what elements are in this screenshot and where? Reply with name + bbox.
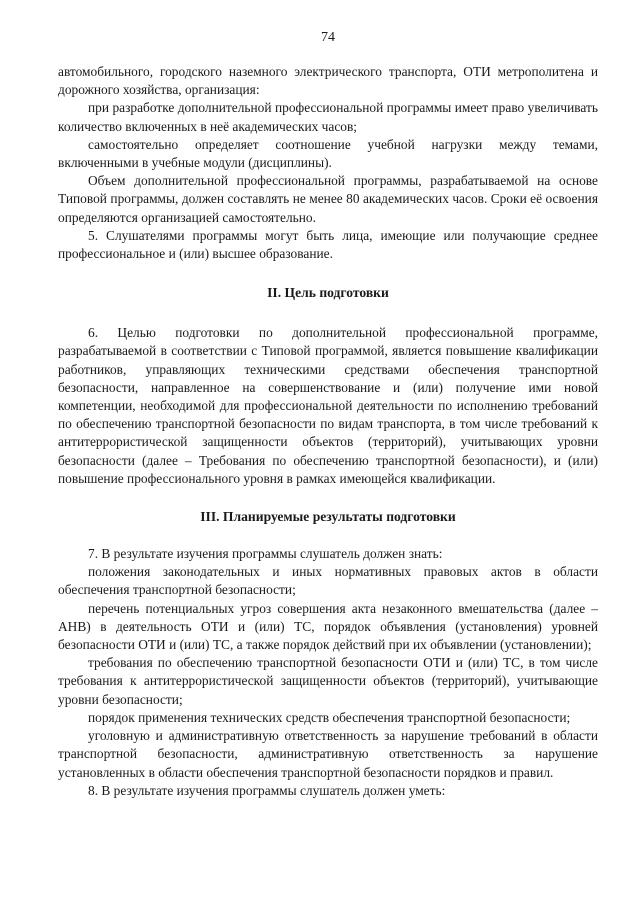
paragraph: 6. Целью подготовки по дополнительной профессиональной программе, разрабатываемой в соответствии с Типовой программой, является повышение квалификации работников, управляющих техническими средствами обеспечения транспортной безопасности, направленное на совершенствование и (или) получение ими новой компетенции, необходимой для профессиональной деятельности по исполнению требований по обеспечению транспортной безопасности по видам транспорта, в том числе требований к антитеррористической защищенности объектов (территорий), учитывающих уровни безопасности (далее – Требования по обеспечению транспортной безопасности), и (или) повышение профессионального уровня в рамках имеющейся квалификации. [58, 325, 598, 486]
section-results [58, 545, 598, 800]
paragraph: положения законодательных и иных нормативных правовых актов в области обеспечения транспортной безопасности; [58, 564, 598, 598]
paragraph: Объем дополнительной профессиональной программы, разрабатываемой на основе Типовой программы, должен составлять не менее 80 академических часов. Сроки её освоения определяются организацией самостоятельно. [58, 173, 598, 225]
paragraph: требования по обеспечению транспортной безопасности ОТИ и (или) ТС, в том числе требования к антитеррористической защищенности объектов (территорий), учитывающие уровни безопасности; [58, 655, 598, 707]
section-heading-results: III. Планируемые результаты подготовки [200, 509, 456, 525]
paragraph: при разработке дополнительной профессиональной программы имеет право увеличивать количество включенных в неё академических часов; [58, 100, 598, 134]
paragraph: 7. В результате изучения программы слушатель должен знать: [88, 546, 443, 562]
section-heading-goal: II. Цель подготовки [267, 285, 389, 301]
paragraph: автомобильного, городского наземного электрического транспорта, ОТИ метрополитена и дорожного хозяйства, организация: [58, 64, 598, 98]
paragraph: 5. Слушателями программы могут быть лица, имеющие или получающие среднее профессиональное и (или) высшее образование. [58, 227, 598, 262]
section-intro [58, 63, 598, 263]
paragraph: порядок применения технических средств обеспечения транспортной безопасности; [88, 709, 571, 725]
page-number: 74 [321, 30, 335, 45]
paragraph: уголовную и административную ответственность за нарушение требований в области транспортной безопасности, административную ответственность за нарушение установленных в области обеспечения транспортной безопасности порядков и правил. [58, 728, 598, 780]
section-goal [58, 324, 598, 488]
paragraph: перечень потенциальных угроз совершения акта незаконного вмешательства (далее – АНВ) в деятельность ОТИ и (или) ТС, порядок объявления (установления) уровней безопасности ОТИ и (или) ТС, а также порядок действий при их объявлении (установлении); [58, 600, 598, 653]
paragraph: самостоятельно определяет соотношение учебной нагрузки между темами, включенными в учебные модули (дисциплины). [58, 136, 598, 171]
paragraph: 8. В результате изучения программы слушатель должен уметь: [88, 782, 446, 798]
